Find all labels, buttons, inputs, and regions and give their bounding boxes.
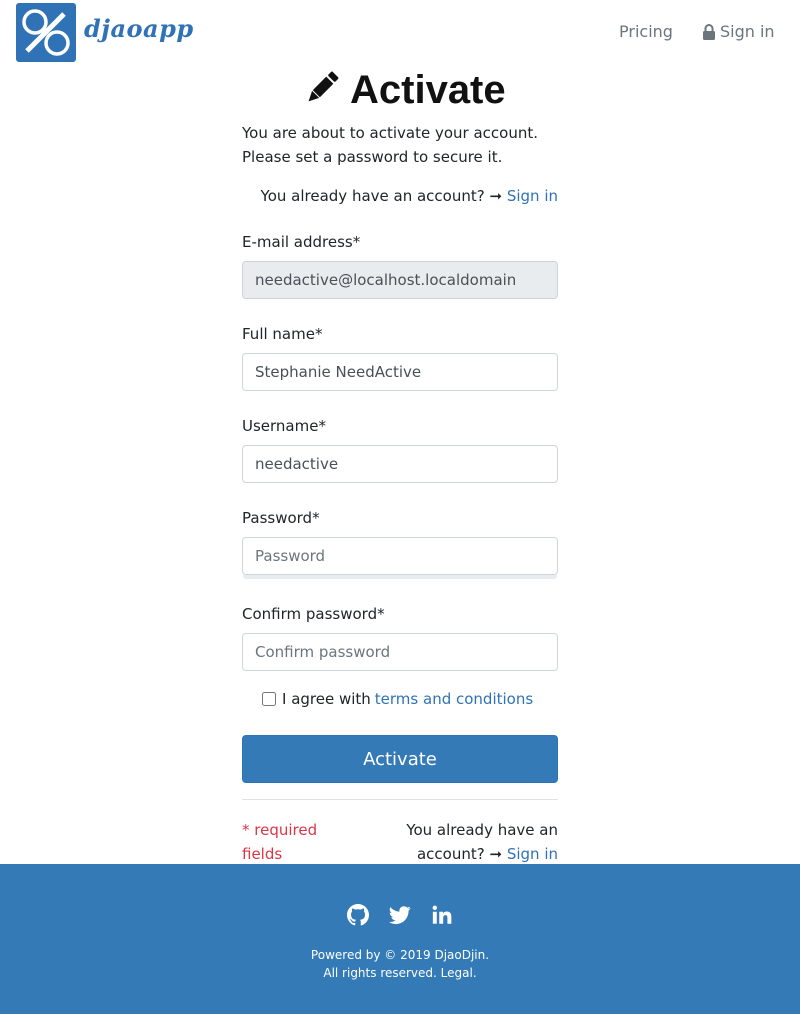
footer [0,864,800,1014]
password-strength-meter [243,575,557,579]
terms-link[interactable]: terms and conditions [374,690,534,708]
footer-rights: All rights reserved. Legal. [323,966,477,980]
agree-text: I agree with [282,690,371,708]
page-title-text: Activate [350,68,506,112]
have-account-bottom [398,818,558,866]
have-account-top [242,186,558,206]
confirm-password-field[interactable] [242,633,558,671]
intro-line-1: You are about to activate your account. [242,124,538,142]
email-label: E-mail address* [242,233,361,251]
username-label: Username* [242,417,326,435]
intro-line-2: Please set a password to secure it. [242,148,503,166]
confirm-password-label: Confirm password* [242,605,385,623]
signin-link-top[interactable]: Sign in [506,187,558,205]
password-field[interactable] [242,537,558,575]
page-title [304,68,506,112]
intro-text [242,121,562,169]
lock-icon [702,24,716,40]
terms-agreement [262,689,533,709]
divider [242,799,558,800]
signin-link-bottom[interactable]: Sign in [506,845,558,863]
activate-button[interactable]: Activate [242,735,558,783]
fullname-field[interactable] [242,353,558,391]
terms-checkbox[interactable] [262,692,276,706]
required-fields-note: * required fields [242,821,318,863]
nav-pricing-link[interactable]: Pricing [619,22,673,41]
email-field[interactable] [242,261,558,299]
brand-name[interactable]: djaoapp [84,14,194,43]
navbar [0,0,800,64]
linkedin-icon[interactable] [431,904,453,926]
password-label: Password* [242,509,320,527]
brand-logo[interactable] [16,3,76,62]
have-account-bottom-text: You already have an account? ➞ [406,821,558,863]
fullname-label: Full name* [242,325,323,343]
twitter-icon[interactable] [389,904,411,926]
footer-text [0,946,800,982]
nav-signin-link[interactable] [702,22,775,41]
github-icon[interactable] [347,904,369,926]
footer-copyright: Powered by © 2019 DjaoDjin. [310,948,490,962]
nav-signin-label: Sign in [720,22,775,41]
pencil-icon [304,70,340,110]
social-links [0,904,800,926]
have-account-text: You already have an account? ➞ [260,187,503,205]
username-field[interactable] [242,445,558,483]
